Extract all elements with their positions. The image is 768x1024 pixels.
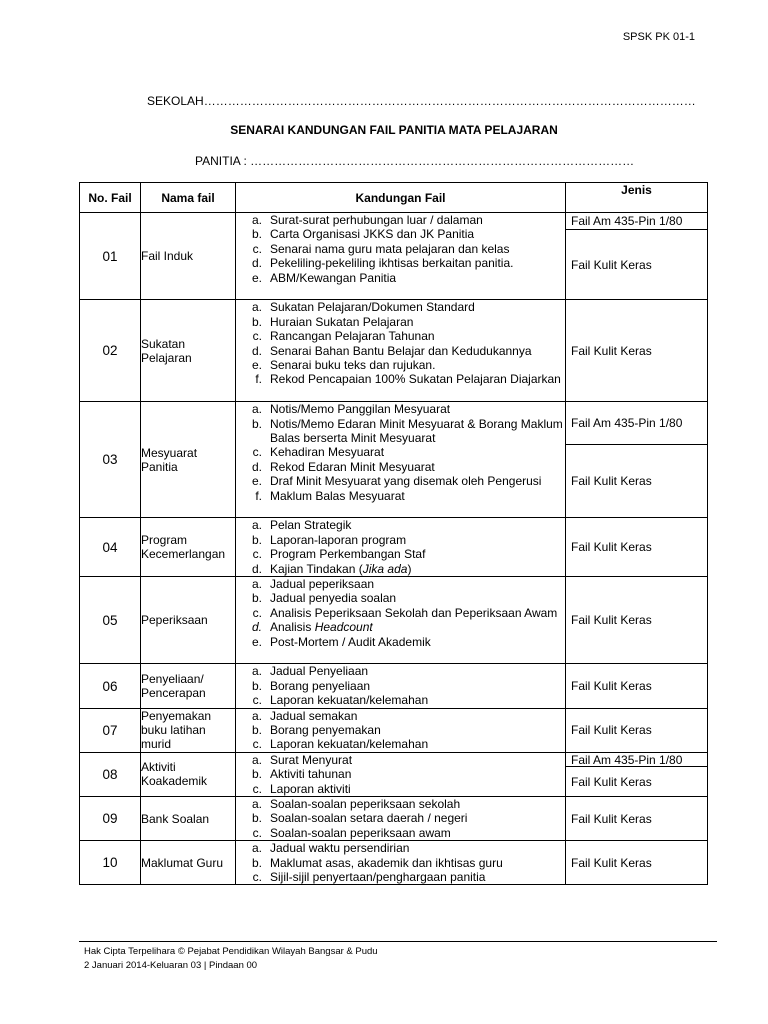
- table-row: [80, 841, 708, 885]
- list-item: [236, 547, 565, 561]
- list-item: [236, 811, 565, 825]
- file-type: [566, 402, 708, 518]
- item-text-main: Pekeliling-pekeliling ikhtisas berkaitan panitia.: [270, 256, 514, 271]
- item-text: [270, 826, 565, 840]
- list-item: [236, 256, 565, 270]
- file-number: 05: [80, 577, 141, 664]
- item-letter: c.: [252, 870, 262, 885]
- item-text: [270, 533, 565, 547]
- table-row: [80, 402, 708, 518]
- school-line: SEKOLAH……………………………………………………………………………………………………………: [147, 94, 696, 108]
- item-text-main: Analisis: [270, 620, 315, 635]
- list-item: [236, 329, 565, 343]
- table-header-row: [80, 183, 708, 213]
- list-item: [236, 620, 565, 634]
- file-name: Program Kecemerlangan: [141, 518, 236, 577]
- document-title: SENARAI KANDUNGAN FAIL PANITIA MATA PELAJARAN: [230, 123, 558, 137]
- list-item: [236, 213, 565, 227]
- file-type-stack: [566, 797, 707, 840]
- table-row: [80, 797, 708, 841]
- item-letter: e.: [251, 358, 262, 373]
- footer-edition: 2 Januari 2014-Keluaran 03 | Pindaan 00: [84, 960, 258, 971]
- item-letter: b.: [251, 678, 262, 693]
- file-type-value: Fail Kulit Keras: [571, 474, 652, 489]
- file-contents: [236, 402, 566, 518]
- item-letter: b.: [251, 767, 262, 782]
- file-type-stack: [566, 402, 707, 517]
- file-type-stack: [566, 709, 707, 752]
- item-text: [270, 489, 565, 503]
- list-item: [236, 679, 565, 693]
- item-text-main: Laporan-laporan program: [270, 532, 407, 547]
- item-text: [270, 518, 565, 532]
- item-text: [270, 402, 565, 416]
- item-text: [270, 797, 565, 811]
- list-item: [236, 870, 565, 884]
- list-item: [236, 693, 565, 707]
- item-letter: a.: [251, 664, 262, 679]
- list-item: [236, 271, 565, 285]
- item-text-main: Soalan-soalan setara daerah / negeri: [270, 811, 468, 826]
- file-number: 03: [80, 402, 141, 518]
- file-type: [566, 708, 708, 752]
- item-text: [270, 417, 565, 446]
- list-item: [236, 826, 565, 840]
- item-text: [270, 709, 565, 723]
- item-text-main: Laporan kekuatan/kelemahan: [270, 693, 429, 708]
- item-letter: c.: [252, 547, 262, 562]
- item-text: [270, 635, 565, 649]
- list-item: [236, 797, 565, 811]
- item-letter: b.: [251, 227, 262, 242]
- file-number: 09: [80, 797, 141, 841]
- file-contents: [236, 664, 566, 708]
- item-text-main: Rekod Pencapaian 100% Sukatan Pelajaran Diajarkan: [270, 372, 561, 387]
- header-no-fail: No. Fail: [80, 183, 141, 213]
- item-text-main: Senarai nama guru mata pelajaran dan kelas: [270, 241, 510, 256]
- item-letter: b.: [251, 532, 262, 547]
- item-text: [270, 679, 565, 693]
- item-text: [270, 315, 565, 329]
- item-text: [270, 547, 565, 561]
- item-letter: d.: [251, 256, 262, 271]
- item-text-main: Jadual waktu persendirian: [270, 841, 410, 856]
- item-text: [270, 723, 565, 737]
- list-item: [236, 737, 565, 751]
- file-type: [566, 577, 708, 664]
- table-row: [80, 577, 708, 664]
- item-letter: b.: [251, 723, 262, 738]
- item-text-main: Borang penyemakan: [270, 723, 381, 738]
- item-text: [270, 841, 565, 855]
- item-text-main: Sijil-sijil penyertaan/penghargaan panitia: [270, 870, 486, 885]
- item-letter: d.: [251, 620, 262, 635]
- file-type-stack: [566, 213, 707, 299]
- file-name: Mesyuarat Panitia: [141, 402, 236, 518]
- item-text: [270, 344, 565, 358]
- item-letter: f.: [255, 488, 262, 503]
- item-text-main: Senarai Bahan Bantu Belajar dan Kedudukannya: [270, 343, 532, 358]
- item-letter: a.: [251, 518, 262, 533]
- file-type-stack: [566, 664, 707, 707]
- item-text: [270, 753, 565, 767]
- item-letter: c.: [252, 241, 262, 256]
- item-letter: e.: [251, 270, 262, 285]
- item-text-italic: Jika ada: [362, 561, 408, 576]
- file-name: Maklumat Guru: [141, 841, 236, 885]
- table-row: [80, 708, 708, 752]
- file-type-value: Fail Am 435-Pin 1/80: [566, 753, 707, 767]
- file-contents: [236, 300, 566, 402]
- item-text: [270, 271, 565, 285]
- file-type-stack: [566, 753, 707, 796]
- item-letter: a.: [251, 402, 262, 417]
- file-name: Penyeliaan/ Pencerapan: [141, 664, 236, 708]
- item-text-main: Huraian Sukatan Pelajaran: [270, 314, 414, 329]
- file-contents: [236, 797, 566, 841]
- item-letter: c.: [252, 781, 262, 796]
- item-text: [270, 460, 565, 474]
- file-type: [566, 797, 708, 841]
- item-text-main: Maklumat asas, akademik dan ikhtisas guru: [270, 855, 503, 870]
- item-text: [270, 358, 565, 372]
- file-type-value: Fail Am 435-Pin 1/80: [566, 402, 707, 445]
- list-item: [236, 782, 565, 796]
- item-letter: b.: [251, 416, 262, 431]
- file-number: 04: [80, 518, 141, 577]
- file-type-stack: [566, 300, 707, 401]
- table-row: [80, 752, 708, 796]
- item-text: [270, 693, 565, 707]
- list-item: [236, 577, 565, 591]
- file-type: [566, 518, 708, 577]
- item-text: [270, 474, 565, 488]
- file-type-value: Fail Kulit Keras: [571, 811, 652, 826]
- item-text-main: Rekod Edaran Minit Mesyuarat: [270, 459, 435, 474]
- item-text-main: Kajian Tindakan (: [270, 561, 363, 576]
- item-text-main: Surat-surat perhubungan luar / dalaman: [270, 213, 483, 227]
- item-letter: b.: [251, 314, 262, 329]
- item-text-main: Pelan Strategik: [270, 518, 352, 533]
- file-number: 07: [80, 708, 141, 752]
- item-letter: a.: [251, 300, 262, 315]
- item-text: [270, 213, 565, 227]
- item-letter: c.: [252, 445, 262, 460]
- list-item: [236, 709, 565, 723]
- file-number: 10: [80, 841, 141, 885]
- file-contents: [236, 708, 566, 752]
- item-text-main: Maklum Balas Mesyuarat: [270, 488, 405, 503]
- list-item: [236, 227, 565, 241]
- item-text: [270, 242, 565, 256]
- item-letter: a.: [251, 577, 262, 591]
- item-letter: b.: [251, 811, 262, 826]
- item-text-main: Notis/Memo Edaran Minit Mesyuarat & Borang Maklum Balas berserta Minit Mesyuarat: [270, 416, 563, 445]
- file-number: 01: [80, 213, 141, 300]
- list-item: [236, 402, 565, 416]
- item-text-main: Soalan-soalan peperiksaan awam: [270, 825, 451, 840]
- file-number: 08: [80, 752, 141, 796]
- item-text-main: Laporan kekuatan/kelemahan: [270, 737, 429, 752]
- item-text: [270, 870, 565, 884]
- item-letter: f.: [255, 372, 262, 387]
- list-item: [236, 635, 565, 649]
- header-kandungan-fail: Kandungan Fail: [236, 183, 566, 213]
- file-contents: [236, 577, 566, 664]
- item-text: [270, 811, 565, 825]
- item-letter: b.: [251, 591, 262, 606]
- item-text-main: Program Perkembangan Staf: [270, 547, 426, 562]
- file-name: Aktiviti Koakademik: [141, 752, 236, 796]
- item-letter: c.: [252, 737, 262, 752]
- item-text: [270, 372, 565, 386]
- file-type: [566, 841, 708, 885]
- item-text-main: Jadual peperiksaan: [270, 577, 375, 591]
- file-type-value: Fail Am 435-Pin 1/80: [566, 213, 707, 230]
- list-item: [236, 489, 565, 503]
- file-type-value: Fail Kulit Keras: [571, 774, 652, 789]
- footer-copyright: Hak Cipta Terpelihara © Pejabat Pendidikan Wilayah Bangsar & Pudu: [84, 946, 378, 957]
- list-item: [236, 417, 565, 446]
- item-text: [270, 562, 565, 576]
- list-item: [236, 664, 565, 678]
- file-type-value: Fail Kulit Keras: [571, 257, 652, 272]
- list-item: [236, 315, 565, 329]
- item-text-main: Notis/Memo Panggilan Mesyuarat: [270, 402, 451, 417]
- item-text-italic: Headcount: [314, 620, 373, 635]
- file-number: 06: [80, 664, 141, 708]
- list-item: [236, 856, 565, 870]
- panitia-line: PANITIA : ……………………………………………………………………………………: [195, 154, 635, 168]
- item-text: [270, 664, 565, 678]
- item-letter: d.: [251, 343, 262, 358]
- list-item: [236, 606, 565, 620]
- item-text: [270, 856, 565, 870]
- list-item: [236, 562, 565, 576]
- item-text-main: Kehadiran Mesyuarat: [270, 445, 385, 460]
- file-number: 02: [80, 300, 141, 402]
- list-item: [236, 767, 565, 781]
- item-text-main: Soalan-soalan peperiksaan sekolah: [270, 797, 461, 812]
- file-type: [566, 300, 708, 402]
- item-letter: c.: [252, 329, 262, 344]
- item-text-main: Aktiviti tahunan: [270, 767, 352, 782]
- item-text-main: Jadual penyedia soalan: [270, 591, 397, 606]
- list-item: [236, 841, 565, 855]
- item-text: [270, 767, 565, 781]
- item-text: [270, 256, 565, 270]
- item-text: [270, 300, 565, 314]
- item-letter: b.: [251, 855, 262, 870]
- file-contents: [236, 213, 566, 300]
- item-letter: e.: [251, 474, 262, 489]
- item-text: [270, 591, 565, 605]
- item-text-main: Carta Organisasi JKKS dan JK Panitia: [270, 227, 475, 242]
- item-text: [270, 620, 565, 634]
- item-text-main: Draf Minit Mesyuarat yang disemak oleh Pengerusi: [270, 474, 542, 489]
- item-text-main: Rancangan Pelajaran Tahunan: [270, 329, 435, 344]
- item-text: [270, 606, 565, 620]
- header-jenis: Jenis: [566, 183, 708, 213]
- file-name: Penyemakan buku latihan murid: [141, 708, 236, 752]
- list-item: [236, 474, 565, 488]
- item-text-main: Jadual semakan: [270, 708, 358, 723]
- list-item: [236, 445, 565, 459]
- item-text-main: Sukatan Pelajaran/Dokumen Standard: [270, 300, 475, 315]
- table-row: [80, 664, 708, 708]
- item-letter: e.: [251, 634, 262, 649]
- file-contents: [236, 518, 566, 577]
- file-type: [566, 213, 708, 300]
- item-letter: a.: [251, 708, 262, 723]
- item-letter: c.: [252, 605, 262, 620]
- file-type-stack: [566, 841, 707, 884]
- file-type-value: Fail Kulit Keras: [571, 343, 652, 358]
- file-type-stack: [566, 577, 707, 663]
- item-letter: c.: [252, 693, 262, 708]
- file-type-value: Fail Kulit Keras: [571, 855, 652, 870]
- file-type-stack: [566, 518, 707, 576]
- item-letter: a.: [251, 797, 262, 812]
- list-item: [236, 723, 565, 737]
- list-item: [236, 242, 565, 256]
- list-item: [236, 518, 565, 532]
- item-letter: c.: [252, 825, 262, 840]
- file-contents: [236, 841, 566, 885]
- file-name: Peperiksaan: [141, 577, 236, 664]
- item-letter: d.: [251, 459, 262, 474]
- item-text: [270, 737, 565, 751]
- file-contents: [236, 752, 566, 796]
- item-letter: d.: [251, 561, 262, 576]
- list-item: [236, 533, 565, 547]
- file-type-value: Fail Kulit Keras: [571, 723, 652, 738]
- item-text-main: Analisis Peperiksaan Sekolah dan Peperiksaan Awam: [270, 605, 558, 620]
- document-code: SPSK PK 01-1: [622, 31, 695, 43]
- item-letter: a.: [251, 752, 262, 767]
- file-type-value: Fail Kulit Keras: [571, 678, 652, 693]
- footer-divider: [79, 941, 717, 942]
- item-text: [270, 227, 565, 241]
- item-text-main: Laporan aktiviti: [270, 781, 351, 796]
- list-item: [236, 358, 565, 372]
- header-nama-fail: Nama fail: [141, 183, 236, 213]
- table-row: [80, 213, 708, 300]
- file-contents-table: [79, 182, 708, 885]
- item-text-main: Jadual Penyeliaan: [270, 664, 369, 679]
- list-item: [236, 372, 565, 386]
- item-text: [270, 329, 565, 343]
- item-text: [270, 782, 565, 796]
- item-text-main: Post-Mortem / Audit Akademik: [270, 634, 431, 649]
- file-type: [566, 752, 708, 796]
- table-row: [80, 300, 708, 402]
- file-type: [566, 664, 708, 708]
- table-row: [80, 518, 708, 577]
- file-name: Sukatan Pelajaran: [141, 300, 236, 402]
- item-text-main: Surat Menyurat: [270, 752, 353, 767]
- item-text-main: Senarai buku teks dan rujukan.: [270, 358, 436, 373]
- file-name: Bank Soalan: [141, 797, 236, 841]
- item-letter: a.: [251, 841, 262, 856]
- item-letter: a.: [251, 213, 262, 227]
- item-text-tail: ): [407, 561, 412, 576]
- item-text: [270, 577, 565, 591]
- item-text: [270, 445, 565, 459]
- list-item: [236, 460, 565, 474]
- item-text-main: ABM/Kewangan Panitia: [270, 270, 397, 285]
- list-item: [236, 753, 565, 767]
- list-item: [236, 591, 565, 605]
- table-body: [80, 213, 708, 885]
- file-name: Fail Induk: [141, 213, 236, 300]
- file-type-value: Fail Kulit Keras: [571, 540, 652, 555]
- list-item: [236, 344, 565, 358]
- file-type-value: Fail Kulit Keras: [571, 613, 652, 628]
- list-item: [236, 300, 565, 314]
- item-text-main: Borang penyeliaan: [270, 678, 371, 693]
